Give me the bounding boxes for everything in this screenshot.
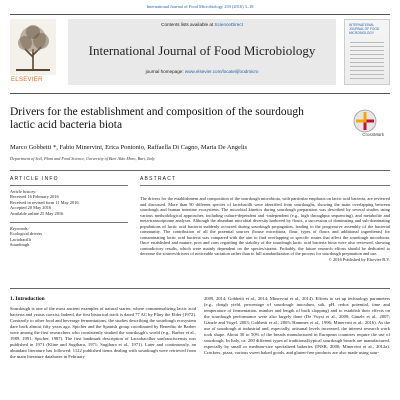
- abstract-body: The drivers for the establishment and composition of the sourdough microbiota, with particular emphasis on lactic acid bacteria, are reviewed and discussed. More than 90 different species of lactobacilli were identified from sourdoughs, showing the main overlapping between sourdough and human intestine ecosystems. The microbial kinetics during sourdough preparation was described by several studies using various methodological approaches, including culture-dependent and -independent (e.g., high throughput sequencing), and metabolite and meta-transcriptome analyses. Although the abundant microbial diversity harbored by flours, a succession of dominating and sub-dominating populations of lactic acid bacteria suddenly occurred during sourdough propagation, leading to the progressive assembly of the bacterial community. The contribution of all the potential sources (house microbiota, flour, types of flours and additional ingredients) for contaminating lactic acid bacteria was compared with the aim to find overlapping or specific routes that affect the sourdough microbiota. Once established and mature, pros and cons regarding the stability of the sourdough lactic acid bacteria biota were also reviewed, showing contradictory results, which were mainly dependent on the species/strains. Probably, the future research efforts should be dedicated to decrease the sources/drivers of noticeable variation rather than to full standardization of the process for sourdough preparation and use.: [140, 196, 390, 257]
- homepage-prefix: journal homepage:: [145, 69, 185, 74]
- abstract-text: [140, 196, 390, 263]
- elsevier-tree-icon: [10, 19, 56, 75]
- abstract-heading: ABSTRACT: [140, 176, 177, 182]
- keywords-label: Keywords:: [10, 226, 29, 231]
- publisher-name: ELSEVIER: [11, 77, 43, 83]
- journal-header: [10, 14, 390, 94]
- copyright: © 2016 Published by Elsevier B.V.: [328, 257, 390, 263]
- journal-banner: [68, 19, 336, 85]
- introduction-right-column: 2009, 2014; Gobbetti et al., 2014; Minervini et al., 2014). Efforts to set up technology parameters (e.g., dough yield, percentage of sourdough inoculum, salt, pH, redox potential, time and temperature of fermentation, number and length of back slopping) and to establish their effects on the sourdough performance were also largely done (De Vuyst et al., 2009; Gänzle et al., 2007; Gänzle and Vogel, 2003; Gobbetti et al., 2005; Hammes et al., 1996; Minervini et al., 2016). As the use of sourdough at industrial and, especially, artisanal levels increased, the interest research work took shape. About 30 to 50% of the breads manufactured in European countries require the use of sourdough. In Italy, ca. 200 different types of traditional/typical sourdough breads are manufactured, especially by small or medium-size specialized bakeries (INSR, 2000; Minervini et al., 2012a). Crackers, pizza, various sweet baked goods, and gluten-free products are also made using sour-: [204, 296, 390, 355]
- cover-decoration: [350, 42, 384, 82]
- introduction-left-column: Sourdough is one of the most ancient examples of natural starter, where commensalizing lactic acid bacteria and yeasts coexist. Indeed, the first historical track is dated 77 AC by Pliny the Elder (1972). Contrarily to other food and beverage fermentations, the studies describing the sourdough ecosystem dare back almost fifty years ago. Spicher and the Spanish group coordinated by Benedito de Barber were among the first researchers who consistently studied the sourdough's world (e.g., Barber et al., 1989, 1991; Spicher, 1987). The first landmark description of Lactobacillus sanfranciscensis was published in 1971 (Kline and Sugihara, 1971; Sugihara et al., 1971). Later and continuously, an abundant literature has followed: 1122 published items dealing with sourdough were retrieved from the main literature databases in February: [10, 306, 196, 359]
- journal-citation[interactable]: International Journal of Food Microbiology 239 (2016) 3–18: [146, 4, 254, 9]
- cover-title: INTERNATIONAL JOURNAL OF FOOD MICROBIOLOGY: [349, 23, 380, 35]
- info-divider: [10, 185, 128, 186]
- article-history: [10, 189, 118, 216]
- keywords: [10, 226, 118, 248]
- article-info-heading: ARTICLE INFO: [10, 176, 59, 182]
- sciencedirect-link[interactable]: ScienceDirect: [214, 22, 243, 27]
- crossmark-icon[interactable]: [352, 108, 382, 134]
- introduction-heading: 1. Introduction: [10, 296, 45, 302]
- keyword-item: Ecological drivers: [10, 231, 43, 237]
- crossmark-label: CrossMark: [362, 132, 384, 137]
- divider: [10, 288, 390, 289]
- journal-title[interactable]: International Journal of Food Microbiology: [88, 43, 316, 58]
- article-title: Drivers for the establishment and composition of the sourdough lactic acid bacteria biota: [10, 106, 304, 131]
- history-item: Received 16 February 2016: [10, 194, 59, 200]
- contents-line: [68, 22, 336, 27]
- history-label: Article history:: [10, 189, 37, 194]
- affiliation: Department of Soil, Plant and Food Science, University of Bari Aldo Moro, Bari, Italy: [10, 156, 155, 161]
- divider: [10, 170, 390, 171]
- author-list[interactable]: Marco Gobbetti *, Fabio Minervini, Erica Pontonio, Raffaella Di Cagno, Maria De Angelis: [10, 144, 248, 151]
- keyword-item: Sourdough: [10, 242, 30, 248]
- history-item: Received in revised form 11 May 2016: [10, 199, 79, 205]
- journal-cover[interactable]: [344, 19, 390, 85]
- homepage-link[interactable]: www.elsevier.com/locate/ijfoodmicro: [184, 69, 259, 74]
- elsevier-logo[interactable]: [10, 19, 56, 85]
- history-item: Accepted 20 May 2016: [10, 205, 52, 211]
- journal-homepage: [68, 69, 336, 74]
- keyword-item: Lactobacilli: [10, 236, 31, 242]
- contents-prefix: Contents lists available at: [161, 22, 215, 27]
- abstract-divider: [140, 185, 390, 186]
- keywords-divider: [10, 222, 128, 223]
- history-item: Available online 25 May 2016: [10, 210, 64, 216]
